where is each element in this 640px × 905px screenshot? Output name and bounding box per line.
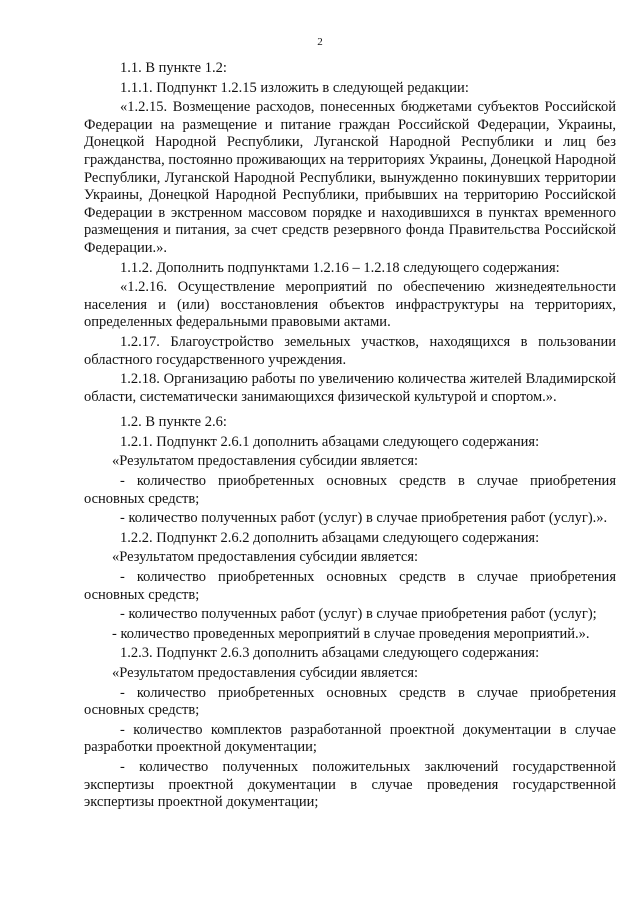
document-body: [84, 60, 616, 814]
paragraph-1-2: 1.2. В пункте 2.6:: [120, 414, 227, 431]
paragraph-result-intro-3: «Результатом предоставления субсидии является:: [112, 665, 419, 681]
paragraph-1-2-1: 1.2.1. Подпункт 2.6.1 дополнить абзацами следующего содержания:: [120, 433, 540, 450]
paragraph-1-2-17: 1.2.17. Благоустройство земельных участков, находящихся в пользовании областного государственного учреждения.: [84, 333, 616, 368]
paragraph-1-1-2: 1.1.2. Дополнить подпунктами 1.2.16 – 1.2.18 следующего содержания:: [120, 259, 560, 276]
paragraph-1-2-3: 1.2.3. Подпункт 2.6.3 дополнить абзацами следующего содержания:: [120, 645, 540, 662]
paragraph-1-2-2: 1.2.2. Подпункт 2.6.2 дополнить абзацами следующего содержания:: [120, 529, 540, 546]
paragraph-result-item-3a: - количество приобретенных основных средств в случае приобретения основных средств;: [84, 684, 616, 719]
paragraph-1-2-15: «1.2.15. Возмещение расходов, понесенных бюджетами субъектов Российской Федерации на размещение и питание граждан Российской Федерации, Украины, Донецкой Народной Республики, Луганской Народной Республики и лиц без гражданства, постоянно проживающих на территориях Украины, Донецкой Народной Республики, Луганской Народной Республики, вынужденно покинувших территории Украины, Донецкой Народной Республики, прибывших на территорию Российской Федерации в экстренном массовом порядке и находившихся в пунктах временного размещения и питания, за счет средств резервного фонда Правительства Российской Федерации.».: [84, 99, 616, 256]
paragraph-1-1: 1.1. В пункте 1.2:: [120, 60, 227, 76]
paragraph-result-item-1a: - количество приобретенных основных средств в случае приобретения основных средств;: [84, 473, 616, 507]
paragraph-result-item-2b: - количество полученных работ (услуг) в случае приобретения работ (услуг);: [120, 606, 597, 623]
paragraph-result-item-2a: - количество приобретенных основных средств в случае приобретения основных средств;: [84, 569, 616, 603]
paragraph-result-item-3c: - количество полученных положительных заключений государственной экспертизы проектной документации в случае проведения государственной экспертизы проектной документации;: [84, 758, 616, 811]
paragraph-result-intro-2: «Результатом предоставления субсидии является:: [112, 549, 419, 566]
paragraph-result-item-2c: - количество проведенных мероприятий в случае проведения мероприятий.».: [112, 625, 590, 642]
paragraph-1-1-1: 1.1.1. Подпункт 1.2.15 изложить в следующей редакции:: [120, 79, 469, 96]
paragraph-result-item-1b: - количество полученных работ (услуг) в случае приобретения работ (услуг).».: [120, 510, 608, 527]
paragraph-1-2-16: «1.2.16. Осуществление мероприятий по обеспечению жизнедеятельности населения и (или) восстановления объектов инфраструктуры на территориях, определенных федеральными правовыми актами.: [84, 279, 616, 331]
paragraph-1-2-18: 1.2.18. Организацию работы по увеличению количества жителей Владимирской области, систематически занимающихся физической культурой и спортом.».: [84, 371, 616, 405]
paragraph-result-intro-1: «Результатом предоставления субсидии является:: [112, 453, 419, 470]
page-number: 2: [317, 36, 323, 48]
paragraph-result-item-3b: - количество комплектов разработанной проектной документации в случае разработки проектной документации;: [84, 721, 616, 756]
